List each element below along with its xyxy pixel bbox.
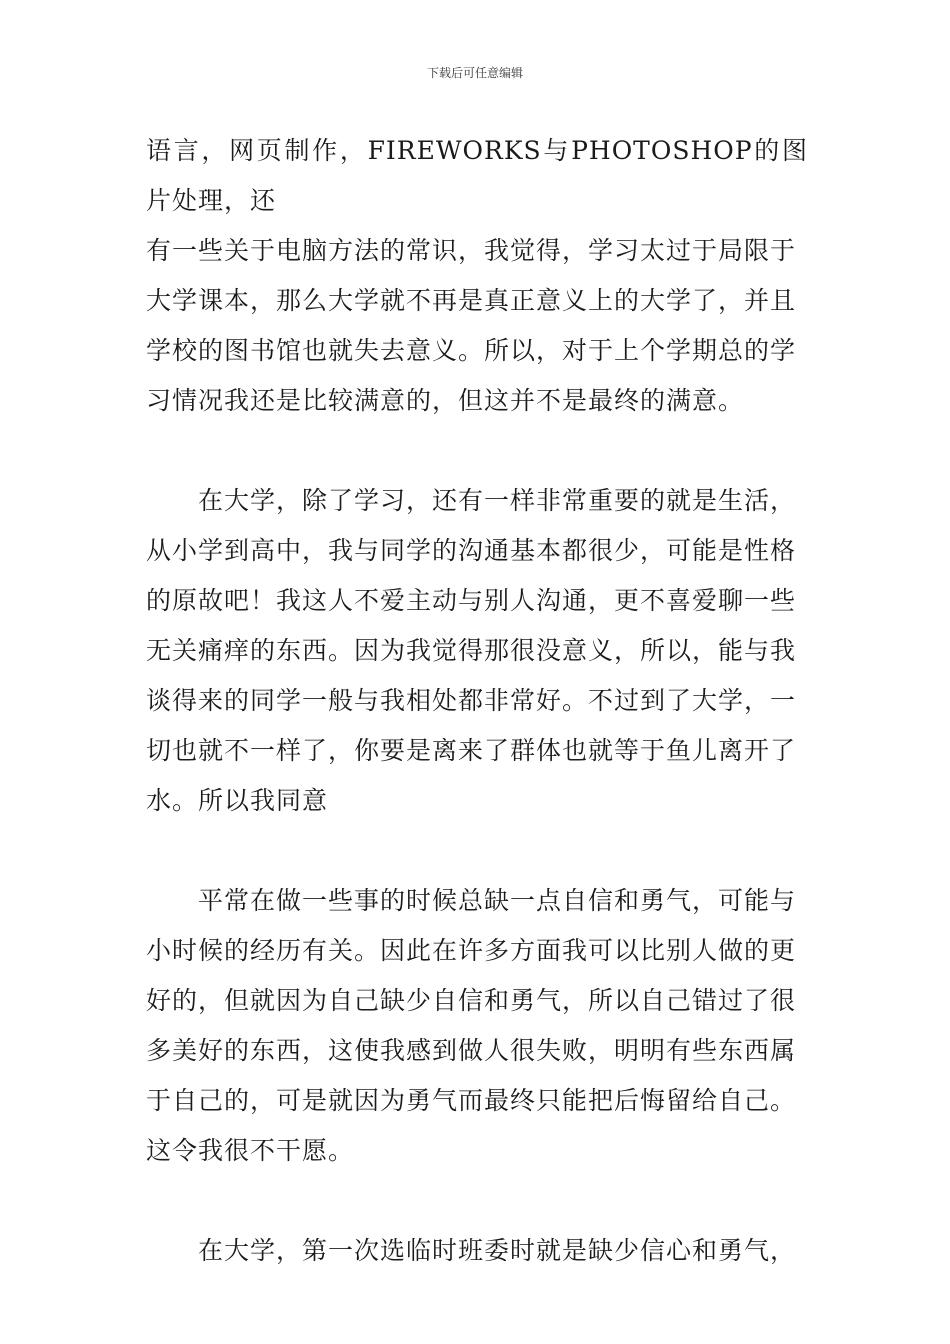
paragraph-gap	[146, 1176, 808, 1226]
paragraph-3: 平常在做一些事的时候总缺一点自信和勇气，可能与 小时候的经历有关。因此在许多方面我可以比别人做的更 好的，但就因为自己缺少自信和勇气，所以自己错过了很 多美好的东西，这使我感到做人很失败，明明有些东西属 于自己的，可是就因为勇气而最终只能把后悔留给自己。 这令我很不干愿。	[146, 886, 797, 1165]
paragraph-gap	[146, 826, 808, 876]
paragraph-1: 语言，网页制作，FIREWORKS与PHOTOSHOP的图片处理，还 有一些关于电脑方法的常识，我觉得，学习太过于局限于 大学课本，那么大学就不再是真正意义上的大学了，并且 学校的图书馆也就失去意义。所以，对于上个学期总的学 习情况我还是比较满意的，但这并不是最终的满意。	[146, 136, 808, 415]
paragraph-gap	[146, 426, 808, 476]
paragraph-4: 在大学，第一次选临时班委时就是缺少信心和勇气，	[146, 1236, 797, 1265]
page-header: 下载后可任意编辑	[426, 66, 523, 80]
paragraph-2: 在大学，除了学习，还有一样非常重要的就是生活， 从小学到高中，我与同学的沟通基本都很少，可能是性格 的原故吧！我这人不爱主动与别人沟通，更不喜爱聊一些 无关痛痒的东西。因为我觉得那很没意义，所以，能与我 谈得来的同学一般与我相处都非常好。不过到了大学，一 切也就不一样了，你要是离来了群体也就等于鱼儿离开了 水。所以我同意	[146, 486, 797, 815]
document-body	[146, 126, 808, 1276]
